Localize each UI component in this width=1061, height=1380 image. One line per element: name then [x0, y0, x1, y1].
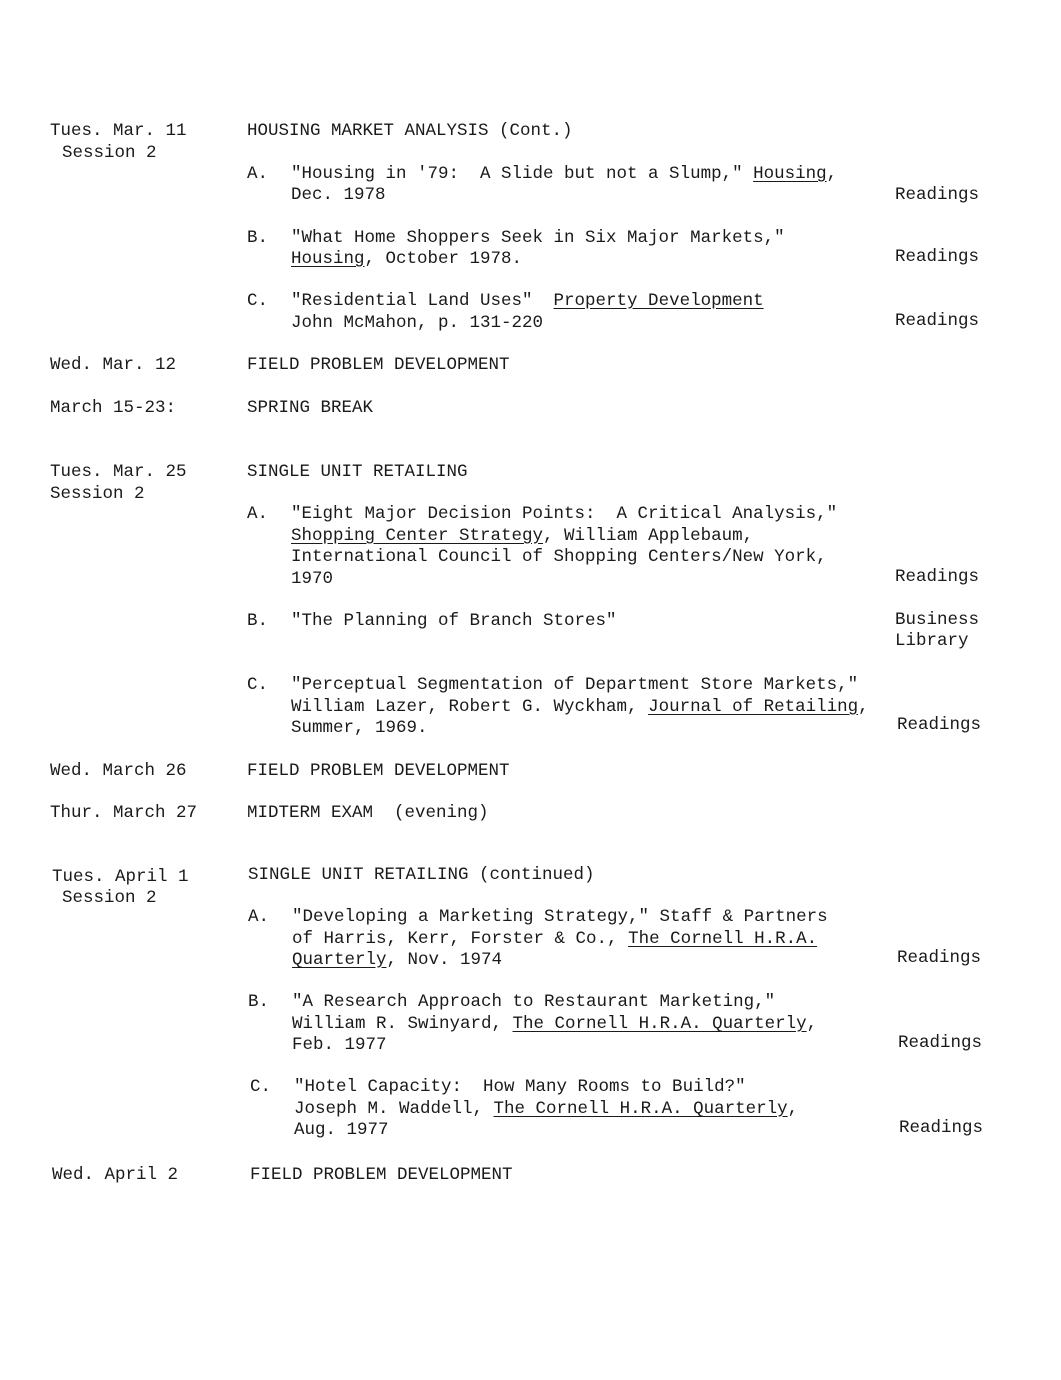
publication-title: Housing: [291, 249, 365, 269]
session-date: Thur. March 27: [50, 803, 198, 823]
reading-citation: "The Planning of Branch Stores": [291, 611, 617, 631]
reading-source: Readings: [898, 1033, 983, 1053]
reading-citation: "Hotel Capacity: How Many Rooms to Build?": [294, 1077, 746, 1097]
session-topic: SPRING BREAK: [247, 398, 374, 418]
reading-source: Readings: [897, 715, 982, 735]
reading-citation-line: John McMahon, p. 131-220: [291, 313, 544, 333]
item-letter: A.: [247, 504, 269, 524]
session-date: Wed. April 2: [52, 1165, 179, 1185]
reading-citation-line: Dec. 1978: [291, 185, 386, 205]
item-letter: B.: [247, 228, 269, 248]
reading-citation: "Developing a Marketing Strategy," Staff & Partners: [292, 907, 828, 927]
session-date: Tues. Mar. 11: [50, 121, 187, 141]
session-number: Session 2: [50, 484, 145, 504]
publication-title: The Cornell H.R.A. Quarterly: [493, 1099, 788, 1119]
item-letter: B.: [247, 611, 269, 631]
session-topic: SINGLE UNIT RETAILING: [247, 462, 468, 482]
publication-title: Shopping Center Strategy: [291, 526, 544, 546]
publication-title: Quarterly: [292, 950, 387, 970]
reading-source: Readings: [895, 567, 980, 587]
reading-source: Library: [895, 631, 969, 651]
reading-source: Readings: [897, 948, 982, 968]
session-topic: MIDTERM EXAM (evening): [247, 803, 489, 823]
reading-citation-line: Housing, October 1978.: [291, 249, 523, 269]
reading-citation: "Housing in '79: A Slide but not a Slump," Housing,: [291, 164, 838, 184]
publication-title: Housing: [753, 164, 827, 184]
item-letter: A.: [247, 164, 269, 184]
reading-citation-line: Feb. 1977: [292, 1035, 387, 1055]
reading-citation-line: of Harris, Kerr, Forster & Co., The Cornell H.R.A.: [292, 929, 818, 949]
reading-citation-line: Shopping Center Strategy, William Applebaum,: [291, 526, 754, 546]
session-date: Wed. March 26: [50, 761, 187, 781]
item-letter: A.: [248, 907, 270, 927]
reading-source: Readings: [899, 1118, 984, 1138]
publication-title: Journal of Retailing: [648, 697, 859, 717]
publication-title: The Cornell H.R.A. Quarterly: [512, 1014, 807, 1034]
reading-citation-line: William R. Swinyard, The Cornell H.R.A. Quarterly,: [292, 1014, 818, 1034]
reading-citation: "Eight Major Decision Points: A Critical Analysis,": [291, 504, 838, 524]
session-date: Wed. Mar. 12: [50, 355, 177, 375]
reading-citation: "What Home Shoppers Seek in Six Major Markets,": [291, 228, 785, 248]
reading-citation-line: Joseph M. Waddell, The Cornell H.R.A. Quarterly,: [294, 1099, 799, 1119]
session-date: Tues. Mar. 25: [50, 462, 187, 482]
reading-source: Readings: [895, 185, 980, 205]
reading-citation-line: Summer, 1969.: [291, 718, 428, 738]
session-topic: FIELD PROBLEM DEVELOPMENT: [250, 1165, 513, 1185]
session-date: March 15-23:: [50, 398, 177, 418]
item-letter: B.: [248, 992, 270, 1012]
session-topic: FIELD PROBLEM DEVELOPMENT: [247, 761, 510, 781]
reading-citation: "Residential Land Uses" Property Development: [291, 291, 764, 311]
reading-citation-line: 1970: [291, 569, 334, 589]
reading-citation-line: International Council of Shopping Centers/New York,: [291, 547, 827, 567]
reading-citation-line: Aug. 1977: [294, 1120, 389, 1140]
reading-source: Readings: [895, 247, 980, 267]
session-number: Session 2: [62, 888, 157, 908]
session-topic: SINGLE UNIT RETAILING (continued): [248, 865, 595, 885]
publication-title: The Cornell H.R.A.: [628, 929, 818, 949]
reading-citation-line: William Lazer, Robert G. Wyckham, Journal of Retailing,: [291, 697, 869, 717]
reading-source: Readings: [895, 311, 980, 331]
session-number: Session 2: [62, 143, 157, 163]
reading-source: Business: [895, 610, 980, 630]
item-letter: C.: [250, 1077, 272, 1097]
session-date: Tues. April 1: [52, 867, 189, 887]
publication-title: Property Development: [553, 291, 764, 311]
reading-citation: "A Research Approach to Restaurant Marketing,": [292, 992, 776, 1012]
reading-citation-line: Quarterly, Nov. 1974: [292, 950, 503, 970]
item-letter: C.: [247, 291, 269, 311]
session-topic: FIELD PROBLEM DEVELOPMENT: [247, 355, 510, 375]
reading-citation: "Perceptual Segmentation of Department Store Markets,": [291, 675, 859, 695]
item-letter: C.: [247, 675, 269, 695]
session-topic: HOUSING MARKET ANALYSIS (Cont.): [247, 121, 573, 141]
